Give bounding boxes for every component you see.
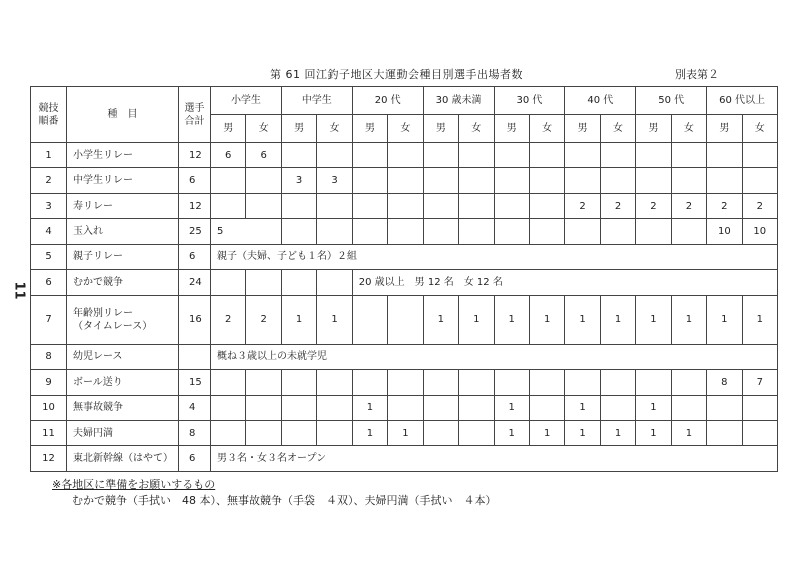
event-name: 寿リレー (67, 193, 179, 218)
count-cell (388, 295, 423, 344)
count-cell (459, 395, 494, 420)
count-cell (352, 219, 387, 244)
header-event: 種 目 (67, 87, 179, 143)
count-cell (742, 168, 777, 193)
count-cell (742, 395, 777, 420)
count-cell (317, 270, 352, 295)
count-cell (529, 143, 564, 168)
count-cell (246, 370, 281, 395)
event-total: 4 (179, 395, 211, 420)
header-male: 男 (211, 115, 246, 143)
event-note: 概ね３歳以上の未就学児 (211, 344, 778, 369)
header-male: 男 (565, 115, 600, 143)
count-cell: 10 (707, 219, 742, 244)
event-name: 幼児レース (67, 344, 179, 369)
count-cell: 1 (494, 295, 529, 344)
event-total: 8 (179, 421, 211, 446)
count-cell (388, 395, 423, 420)
event-number: 7 (31, 295, 67, 344)
count-cell: 2 (671, 193, 706, 218)
event-name: 親子リレー (67, 244, 179, 269)
event-number: 8 (31, 344, 67, 369)
count-cell (707, 143, 742, 168)
event-number: 9 (31, 370, 67, 395)
table-row (31, 395, 778, 420)
table-row (31, 295, 778, 344)
count-cell (459, 193, 494, 218)
count-cell (494, 168, 529, 193)
count-cell (529, 219, 564, 244)
count-cell (281, 370, 316, 395)
event-name: むかで競争 (67, 270, 179, 295)
count-cell (246, 168, 281, 193)
count-cell (281, 193, 316, 218)
table-row (31, 421, 778, 446)
header-female: 女 (317, 115, 352, 143)
count-cell (600, 219, 635, 244)
count-cell (707, 395, 742, 420)
count-cell (388, 193, 423, 218)
participants-table (30, 86, 778, 472)
header-female: 女 (600, 115, 635, 143)
event-number: 6 (31, 270, 67, 295)
count-cell (494, 143, 529, 168)
count-cell (211, 168, 246, 193)
count-cell: 3 (281, 168, 316, 193)
count-cell (352, 143, 387, 168)
header-male: 男 (636, 115, 671, 143)
count-cell: 1 (636, 295, 671, 344)
count-cell (671, 143, 706, 168)
header-group: 20 代 (352, 87, 423, 115)
count-cell: 6 (246, 143, 281, 168)
count-cell (211, 395, 246, 420)
page-number: 11 (11, 281, 27, 300)
count-cell (671, 168, 706, 193)
count-cell (211, 421, 246, 446)
count-cell: 2 (600, 193, 635, 218)
count-cell (600, 143, 635, 168)
header-group: 30 歳未満 (423, 87, 494, 115)
event-note: 親子（夫婦、子ども１名）２組 (211, 244, 778, 269)
count-cell (742, 421, 777, 446)
count-cell (211, 193, 246, 218)
event-name: 夫婦円満 (67, 421, 179, 446)
count-cell (529, 168, 564, 193)
count-cell: 1 (281, 295, 316, 344)
count-cell (494, 219, 529, 244)
event-number: 1 (31, 143, 67, 168)
count-cell (423, 370, 458, 395)
count-cell (246, 193, 281, 218)
count-cell (459, 370, 494, 395)
table-row (31, 244, 778, 269)
count-cell (352, 370, 387, 395)
header-group: 中学生 (281, 87, 352, 115)
count-cell (600, 370, 635, 395)
header-group: 小学生 (211, 87, 282, 115)
count-cell: 1 (423, 295, 458, 344)
count-cell: 2 (742, 193, 777, 218)
footer-items: むかで競争（手拭い 48 本）、無事故競争（手袋 ４双）、夫婦円満（手拭い ４本） (72, 494, 497, 507)
count-cell (281, 270, 316, 295)
event-number: 4 (31, 219, 67, 244)
count-cell: 1 (600, 421, 635, 446)
event-number: 5 (31, 244, 67, 269)
count-cell (529, 395, 564, 420)
event-number: 3 (31, 193, 67, 218)
header-female: 女 (388, 115, 423, 143)
count-cell (388, 168, 423, 193)
count-cell (600, 168, 635, 193)
count-cell (246, 270, 281, 295)
count-cell (317, 143, 352, 168)
count-cell (246, 421, 281, 446)
event-total: 6 (179, 168, 211, 193)
count-cell: 1 (565, 295, 600, 344)
page-title: 第 61 回江釣子地区大運動会種目別選手出場者数 (270, 68, 523, 81)
count-cell (565, 370, 600, 395)
event-name: 無事故競争 (67, 395, 179, 420)
count-cell: 1 (317, 295, 352, 344)
count-cell: 2 (211, 295, 246, 344)
header-female: 女 (459, 115, 494, 143)
count-cell (317, 395, 352, 420)
event-total: 16 (179, 295, 211, 344)
count-cell (636, 168, 671, 193)
count-cell (565, 219, 600, 244)
reference-label: 別表第２ (675, 68, 719, 81)
event-total: 12 (179, 193, 211, 218)
count-cell: 1 (494, 395, 529, 420)
count-cell: 3 (317, 168, 352, 193)
count-cell: 1 (529, 295, 564, 344)
count-cell (211, 270, 246, 295)
event-name: 東北新幹線（はやて） (67, 446, 179, 472)
header-female: 女 (246, 115, 281, 143)
count-cell (246, 395, 281, 420)
header-group: 30 代 (494, 87, 565, 115)
event-name: 中学生リレー (67, 168, 179, 193)
count-cell: 6 (211, 143, 246, 168)
count-cell: 1 (636, 421, 671, 446)
event-total: 6 (179, 446, 211, 472)
count-cell (423, 219, 458, 244)
event-name: ボール送り (67, 370, 179, 395)
event-number: 10 (31, 395, 67, 420)
table-body (31, 143, 778, 472)
count-cell (565, 168, 600, 193)
header-male: 男 (423, 115, 458, 143)
table-row (31, 344, 778, 369)
event-note: 男３名・女３名オープン (211, 446, 778, 472)
count-cell: 1 (388, 421, 423, 446)
header-female: 女 (529, 115, 564, 143)
count-cell: 1 (494, 421, 529, 446)
table-row (31, 219, 778, 244)
count-cell: 1 (636, 395, 671, 420)
count-cell: 1 (352, 421, 387, 446)
header-total: 選手 合計 (179, 87, 211, 143)
count-cell (211, 370, 246, 395)
count-cell (352, 168, 387, 193)
event-total: 25 (179, 219, 211, 244)
event-total (179, 344, 211, 369)
header-male: 男 (494, 115, 529, 143)
event-name: 年齢別リレー （タイムレース） (67, 295, 179, 344)
header-male: 男 (707, 115, 742, 143)
header-male: 男 (281, 115, 316, 143)
count-cell (636, 219, 671, 244)
event-total: 15 (179, 370, 211, 395)
event-number: 11 (31, 421, 67, 446)
event-number: 2 (31, 168, 67, 193)
header-group: 50 代 (636, 87, 707, 115)
count-cell (529, 193, 564, 218)
event-total: 24 (179, 270, 211, 295)
count-cell (423, 193, 458, 218)
count-cell (281, 395, 316, 420)
count-cell (281, 421, 316, 446)
footer-heading: ※各地区に準備をお願いするもの (52, 478, 216, 491)
count-cell (423, 143, 458, 168)
count-cell (317, 193, 352, 218)
count-cell (281, 219, 316, 244)
count-cell: 1 (707, 295, 742, 344)
count-cell (529, 370, 564, 395)
event-total: 6 (179, 244, 211, 269)
event-name: 小学生リレー (67, 143, 179, 168)
count-cell: 1 (565, 395, 600, 420)
event-total: 12 (179, 143, 211, 168)
event-number: 12 (31, 446, 67, 472)
count-cell (352, 193, 387, 218)
count-cell (317, 219, 352, 244)
count-cell (423, 421, 458, 446)
count-cell: 2 (707, 193, 742, 218)
header-group: 40 代 (565, 87, 636, 115)
count-cell (459, 219, 494, 244)
count-cell (423, 395, 458, 420)
count-cell (388, 143, 423, 168)
count-cell: 1 (671, 421, 706, 446)
count-cell: 1 (459, 295, 494, 344)
table-row (31, 446, 778, 472)
count-cell (494, 193, 529, 218)
count-cell: 1 (671, 295, 706, 344)
table-row (31, 270, 778, 295)
count-cell (565, 143, 600, 168)
event-note: 5 (211, 219, 282, 244)
count-cell (671, 395, 706, 420)
table-row (31, 143, 778, 168)
count-cell (317, 421, 352, 446)
count-cell (494, 370, 529, 395)
count-cell (636, 143, 671, 168)
count-cell (742, 143, 777, 168)
header-female: 女 (671, 115, 706, 143)
count-cell (636, 370, 671, 395)
count-cell (459, 143, 494, 168)
count-cell (423, 168, 458, 193)
count-cell (352, 295, 387, 344)
table-header (31, 87, 778, 143)
count-cell: 2 (565, 193, 600, 218)
count-cell: 8 (707, 370, 742, 395)
count-cell: 2 (636, 193, 671, 218)
count-cell (388, 219, 423, 244)
count-cell (281, 143, 316, 168)
table-row (31, 193, 778, 218)
count-cell: 10 (742, 219, 777, 244)
count-cell: 1 (529, 421, 564, 446)
header-group: 60 代以上 (707, 87, 778, 115)
count-cell: 1 (352, 395, 387, 420)
count-cell (707, 421, 742, 446)
count-cell (707, 168, 742, 193)
count-cell: 2 (246, 295, 281, 344)
count-cell (671, 370, 706, 395)
event-name: 玉入れ (67, 219, 179, 244)
event-note: 20 歳以上 男 12 名 女 12 名 (352, 270, 777, 295)
table-row (31, 168, 778, 193)
count-cell: 7 (742, 370, 777, 395)
header-male: 男 (352, 115, 387, 143)
count-cell (317, 370, 352, 395)
count-cell (671, 219, 706, 244)
count-cell: 1 (565, 421, 600, 446)
count-cell: 1 (600, 295, 635, 344)
table-row (31, 370, 778, 395)
header-female: 女 (742, 115, 777, 143)
count-cell (459, 168, 494, 193)
count-cell: 1 (742, 295, 777, 344)
count-cell (600, 395, 635, 420)
header-order: 競技 順番 (31, 87, 67, 143)
count-cell (459, 421, 494, 446)
count-cell (388, 370, 423, 395)
